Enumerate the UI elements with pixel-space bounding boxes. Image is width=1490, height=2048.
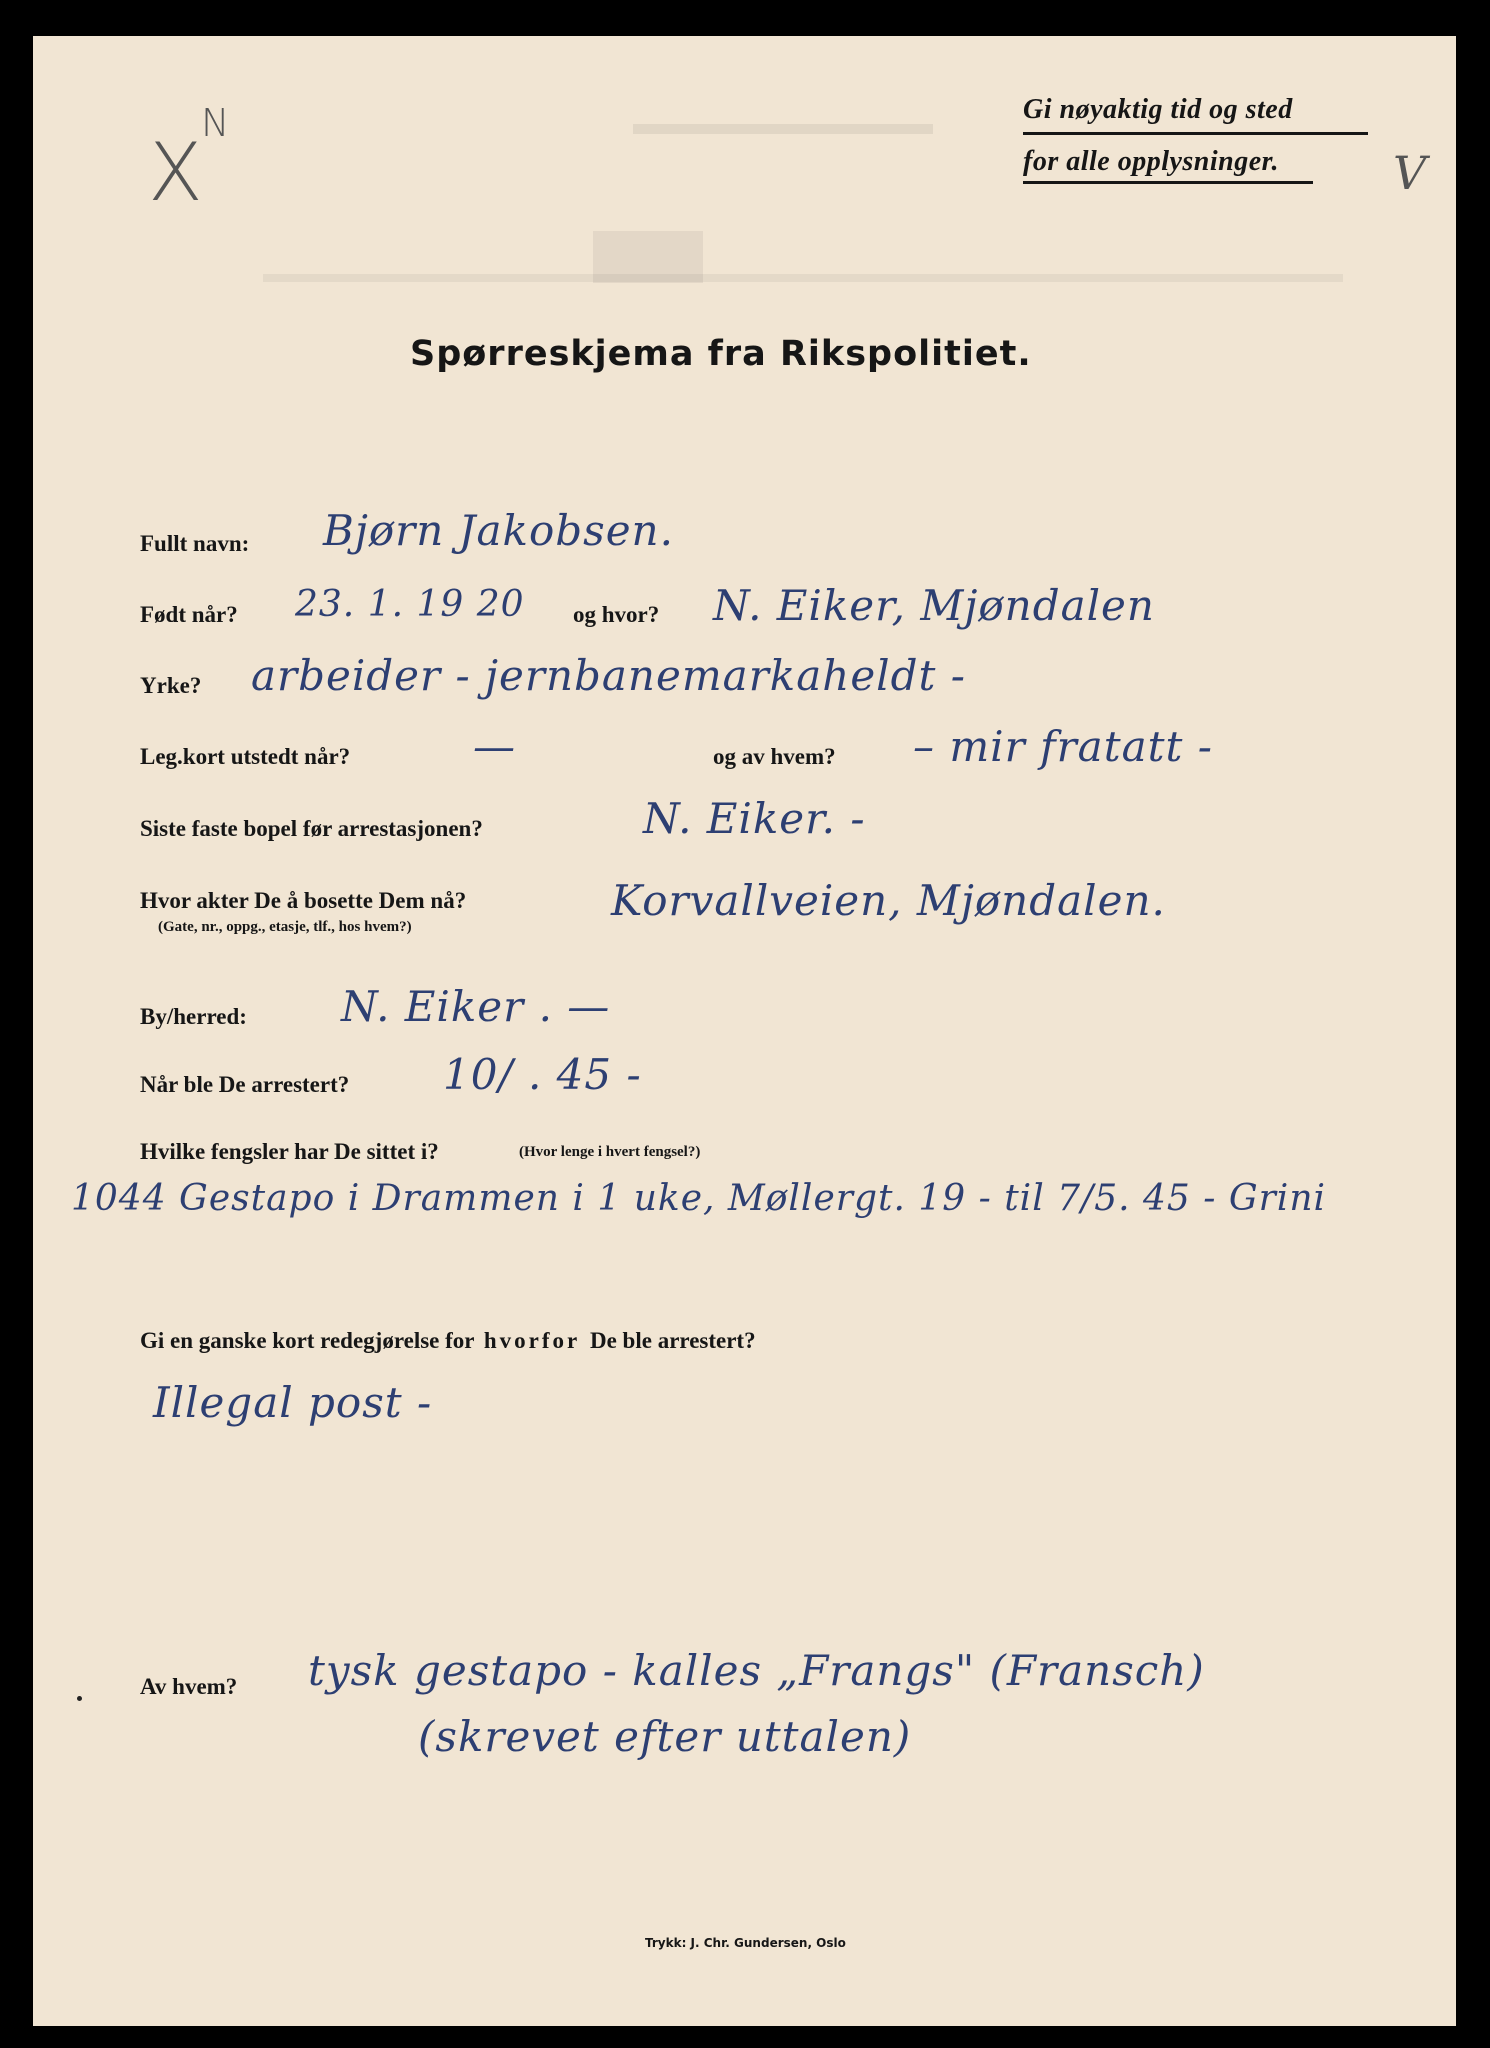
show-through-3 [263, 274, 1343, 282]
arrested-when-value: 10/ . 45 - [443, 1050, 642, 1099]
municipality-label: By/herred: [140, 1004, 247, 1029]
reason-value: Illegal post - [153, 1378, 433, 1427]
printer-imprint: Trykk: J. Chr. Gundersen, Oslo [645, 1936, 846, 1950]
born-where-value: N. Eiker, Mjøndalen [713, 581, 1155, 630]
born-where-label: og hvor? [573, 602, 660, 627]
prisons-value: 1044 Gestapo i Drammen i 1 uke, Møllergt. 19 - til 7/5. 45 - Grini [71, 1178, 1327, 1219]
notice-rule-2 [1023, 181, 1313, 184]
tick-mark: V [1393, 146, 1428, 200]
municipality-value: N. Eiker . — [341, 982, 611, 1031]
notice-line-1: Gi nøyaktig tid og sted [1023, 94, 1293, 125]
form-title: Spørreskjema fra Rikspolitiet. [410, 334, 1032, 374]
settle-value: Korvallveien, Mjøndalen. [611, 876, 1166, 925]
notice-line-2: for alle opplysninger. [1023, 146, 1280, 177]
prisons-sublabel: (Hvor lenge i hvert fengsel?) [519, 1144, 701, 1160]
reason-label-end: De ble arrestert? [589, 1328, 756, 1353]
n-mark: N [201, 101, 231, 145]
last-address-label: Siste faste bopel før arrestasjonen? [140, 816, 483, 841]
born-when-label: Født når? [140, 602, 238, 627]
show-through-1 [633, 124, 933, 134]
settle-label: Hvor akter De å bosette Dem nå? [140, 888, 467, 913]
id-card-when-value: — [473, 722, 516, 771]
reason-label-spaced: hvorfor [483, 1328, 581, 1353]
notice-rule-1 [1023, 132, 1368, 135]
id-card-by-value: – mir fratatt - [913, 722, 1213, 771]
form-sheet [33, 36, 1456, 2026]
by-whom-label: Av hvem? [140, 1674, 238, 1699]
by-whom-value-line-2: (skrevet efter uttalen) [418, 1712, 912, 1761]
occupation-value: arbeider - jernbanemarkaheldt - [251, 651, 966, 700]
x-mark: X [148, 126, 204, 219]
last-address-value: N. Eiker. - [643, 794, 866, 843]
arrested-when-label: Når ble De arrestert? [140, 1072, 350, 1097]
occupation-label: Yrke? [140, 673, 202, 698]
reason-label-start: Gi en ganske kort redegjørelse for [140, 1328, 475, 1353]
ink-dot [77, 1696, 82, 1701]
id-card-when-label: Leg.kort utstedt når? [140, 744, 351, 769]
by-whom-value-line-1: tysk gestapo - kalles „Frangs" (Fransch) [308, 1646, 1205, 1695]
reason-label [140, 1328, 756, 1354]
full-name-value: Bjørn Jakobsen. [323, 506, 674, 555]
prisons-label: Hvilke fengsler har De sittet i? [140, 1139, 439, 1164]
full-name-label: Fullt navn: [140, 531, 250, 556]
born-when-value: 23. 1. 19 20 [295, 584, 525, 625]
id-card-by-label: og av hvem? [713, 744, 836, 769]
settle-sublabel: (Gate, nr., oppg., etasje, tlf., hos hvem?) [158, 919, 412, 935]
